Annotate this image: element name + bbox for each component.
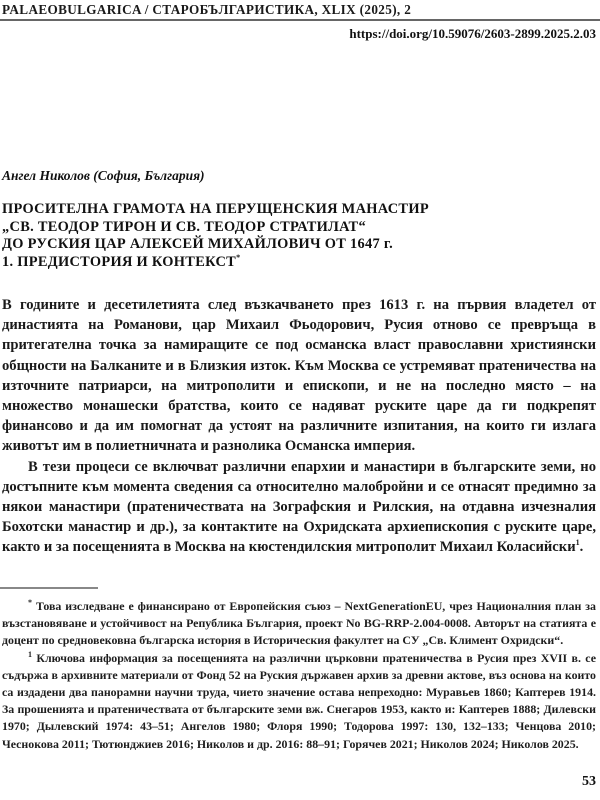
footnote-mark-1[interactable]: 1 xyxy=(575,538,580,548)
paragraph-2-end: . xyxy=(579,539,584,556)
title-line xyxy=(2,254,592,272)
title-line: ПРОСИТЕЛНА ГРАМОТА НА ПЕРУЩЕНСКИЯ МАНАСТИР xyxy=(2,201,429,217)
footnote-1-mark: 1 xyxy=(28,649,32,659)
page-number: 53 xyxy=(582,774,596,789)
title-line: ДО РУСКИЯ ЦАР АЛЕКСЕЙ МИХАЙЛОВИЧ ОТ 1647 г. xyxy=(2,236,394,252)
footnote-1-text: Ключова информация за посещенията на различни църковни пратеничества в Русия през XVII в. се съдържа в архивните материали от Фонд 52 на Руския държавен архив за древни актове, въз основа на които са издадени два панорамни научни труда, чието значение остава непреходно: Муравьев 1860; Каптерев 1914. За прошенията и пратеничествата от българските земи вж. Снегаров 1953, както и: Каптерев 1888; Дилевски 1970; Дылевский 1974: 43–51; Ангелов 1980; Флоря 1990; Тодорова 1997: 130, 132–133; Ченцова 2010; Чеснокова 2011; Тютюнджиев 2016; Николов и др. 2016: 88–91; Горячев 2021; Николов 2024; Николов 2025. xyxy=(2,650,596,751)
footnote-1 xyxy=(2,650,596,753)
paragraph-1: В годините и десетилетията след възкачването през 1613 г. на първия владетел от династията на Романови, цар Михаил Фьодорович, Русия отново се превръща в притегателна точка за намиращите се под османска власт православни християнски общности на Балканите и в Близкия изток. Към Москва се устремяват пратеничества на източните патриарси, на митрополити и епископи, и не на последно място – на множество монашески братства, които се надяват руските царе да ги подкрепят финансово и да им помогнат да устоят на различните изпитания, на които ги излага животът им в полиетничната и разнолика Османска империя. xyxy=(2,297,596,455)
body-text xyxy=(2,295,596,558)
author-line: Ангел Николов (София, България) xyxy=(2,168,205,183)
doi-link[interactable]: https://doi.org/10.59076/2603-2899.2025.2.03 xyxy=(349,26,596,41)
paragraph-2 xyxy=(2,457,596,558)
footnotes xyxy=(2,598,596,753)
footnote-mark-star[interactable]: * xyxy=(236,252,241,262)
footnote-star xyxy=(2,598,596,650)
footnote-separator xyxy=(0,587,98,589)
title-line: „СВ. ТЕОДОР ТИРОН И СВ. ТЕОДОР СТРАТИЛАТ“ xyxy=(2,218,366,235)
running-head: PALAEOBULGARICA / СТАРОБЪЛГАРИСТИКА, XLIX (2025), 2 xyxy=(2,2,412,17)
title-line-text: 1. ПРЕДИСТОРИЯ И КОНТЕКСТ xyxy=(2,253,237,270)
footnote-star-text: Това изследване е финансирано от Европейския съюз – NextGenerationEU, чрез Националния план за възстановяване и устойчивост на Република България, проект No BG-RRP-2.004-0008. Авторът на статията е доцент по средновековна българска история в Историческия факултет на СУ „Св. Климент Охридски“. xyxy=(2,599,596,648)
article-title xyxy=(2,201,592,271)
header-rule xyxy=(0,19,600,21)
paragraph-2-text: В тези процеси се включват различни епархии и манастири в българските земи, но достъпните към момента сведения са относително малобройни и се отнасят предимно за някои манастири (пратеничествата на Зографския и Рилския, на отдавна изчезналия Бохотски манастир и др.), за контактите на Охридската архиепископия с руските царе, както и за посещенията в Москва на кюстендилския митрополит Михаил Коласийски xyxy=(2,458,596,556)
footnote-star-mark: * xyxy=(28,598,32,608)
